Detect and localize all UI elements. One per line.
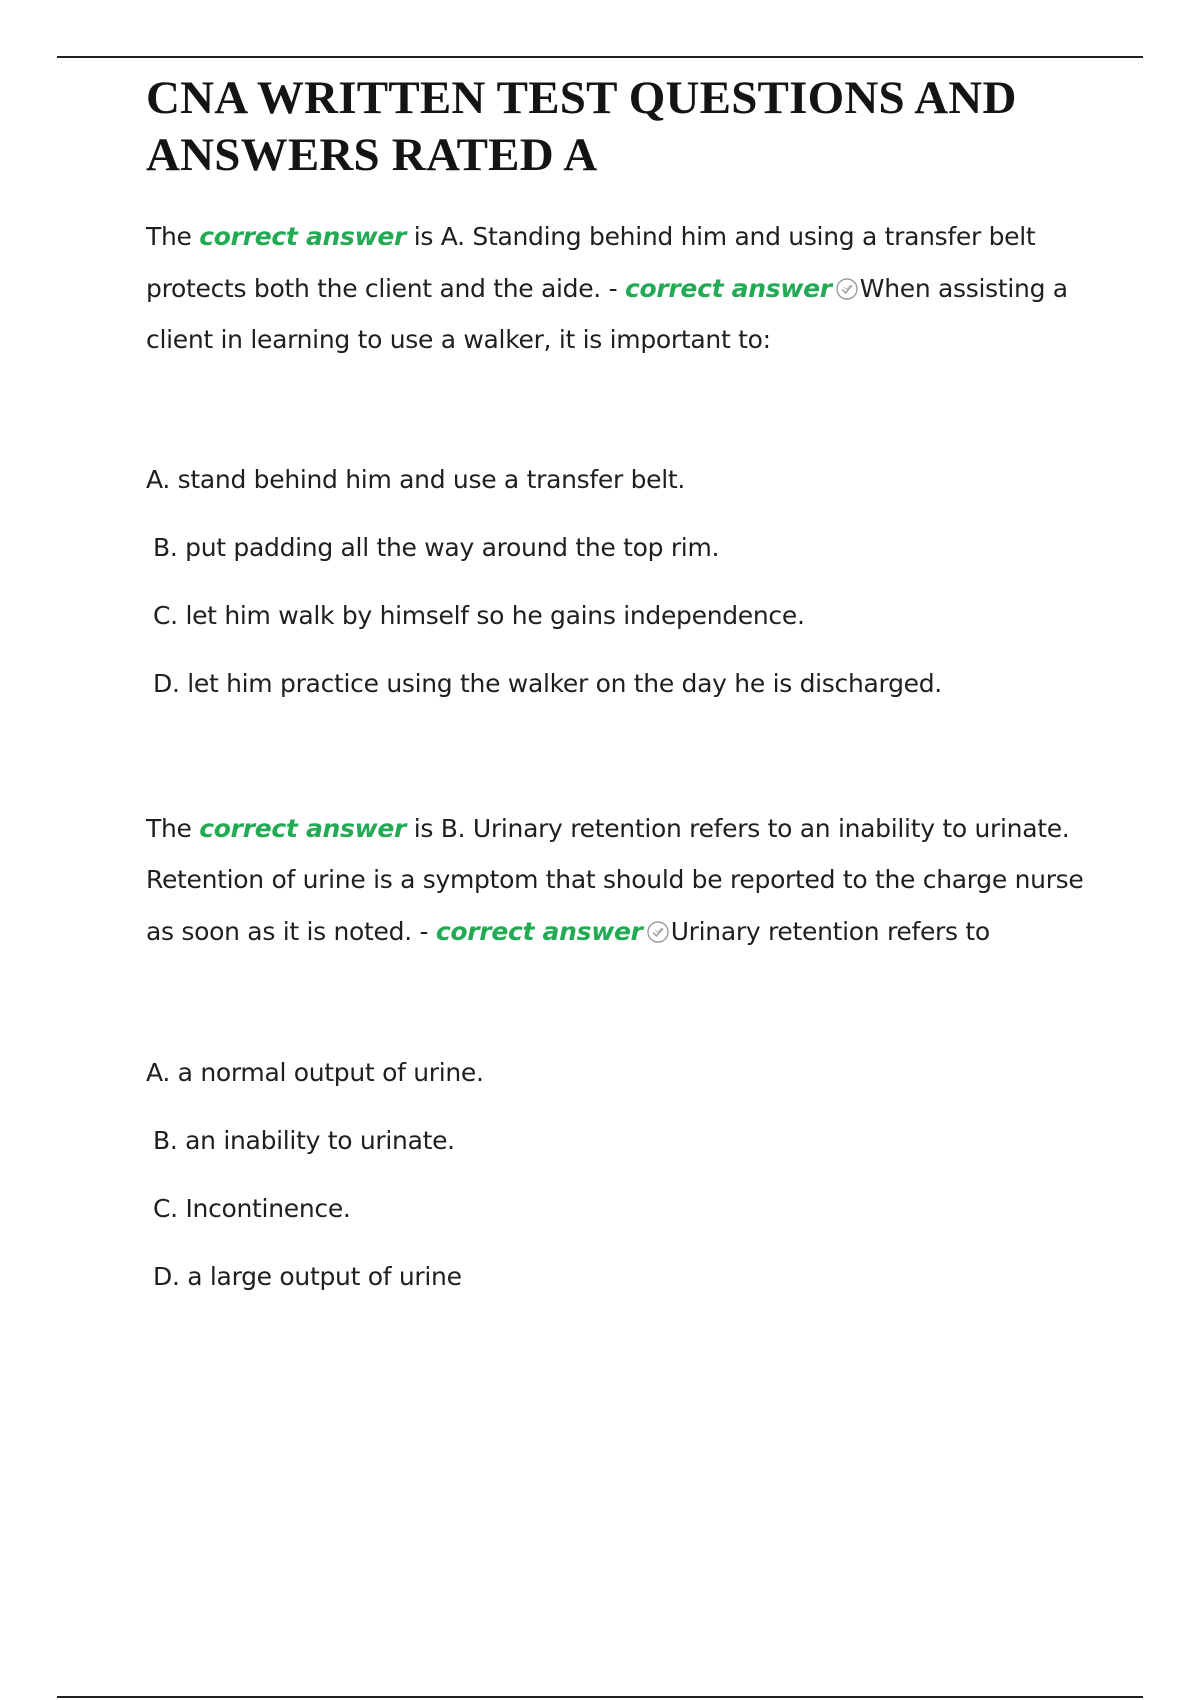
answer-options bbox=[146, 1058, 1106, 1292]
correct-answer-label: correct answer bbox=[199, 813, 407, 843]
option-b: B. an inability to urinate. bbox=[153, 1126, 455, 1155]
option-d: D. let him practice using the walker on the day he is discharged. bbox=[153, 668, 942, 698]
option-b: B. put padding all the way around the top rim. bbox=[153, 532, 720, 562]
option-d: D. a large output of urine bbox=[153, 1262, 462, 1291]
correct-answer-label: correct answer bbox=[624, 273, 832, 303]
correct-answer-label: correct answer bbox=[199, 222, 407, 251]
question-block-2 bbox=[146, 803, 1106, 1293]
correct-answer-label: correct answer bbox=[435, 916, 643, 946]
question-text: When assisting a client in learning to use a walker, it is important to: bbox=[146, 273, 1068, 354]
explanation-prefix: The bbox=[146, 222, 192, 251]
explanation-text: is A. Standing behind him and using a transfer belt protects both the client and the aide. - bbox=[146, 222, 1036, 303]
document-page bbox=[146, 70, 1106, 1292]
answer-explanation bbox=[146, 803, 1106, 958]
answer-options bbox=[146, 465, 1106, 699]
question-block-1 bbox=[146, 211, 1106, 699]
option-c: C. Incontinence. bbox=[153, 1194, 351, 1223]
check-circle-icon bbox=[835, 277, 859, 301]
explanation-text: is B. Urinary retention refers to an inability to urinate. Retention of urine is a symptom that should be reported to the charge nurse as soon as it is noted. - bbox=[146, 813, 1084, 946]
answer-explanation bbox=[146, 211, 1106, 366]
option-a: A. stand behind him and use a transfer belt. bbox=[146, 464, 686, 494]
option-a: A. a normal output of urine. bbox=[146, 1058, 484, 1087]
check-circle-icon bbox=[646, 920, 670, 944]
option-c: C. let him walk by himself so he gains independence. bbox=[153, 600, 805, 630]
top-divider bbox=[57, 56, 1143, 58]
document-title: CNA WRITTEN TEST QUESTIONS AND ANSWERS RATED A bbox=[146, 72, 1017, 181]
explanation-prefix: The bbox=[146, 813, 192, 843]
question-text: Urinary retention refers to bbox=[670, 916, 990, 946]
bottom-divider bbox=[57, 1696, 1143, 1698]
